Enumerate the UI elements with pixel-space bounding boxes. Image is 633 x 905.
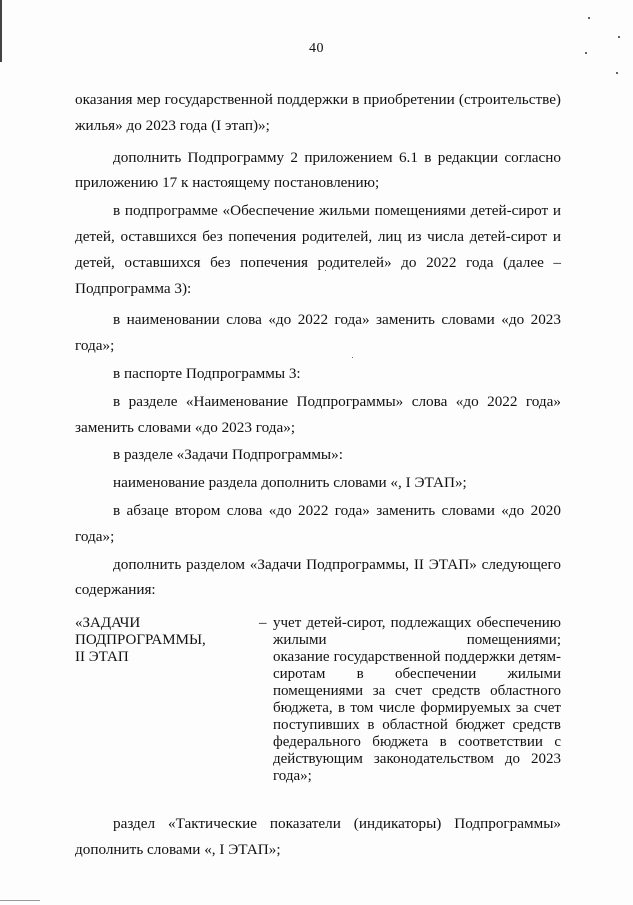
document-body [75,87,561,863]
tasks-item: оказание государственной поддержки детям-сиротам в обеспечении жилыми помещениями за счет средств областного бюджета, в том числе формируемых за счет поступивших в областной бюджет средств федерального бюджета в соответствии с действующим законодательством до 2023 года»; [273,649,561,785]
tasks-label-line: II ЭТАП [75,649,129,666]
paragraph: в разделе «Наименование Подпрограммы» слова «до 2022 года» заменить словами «до 2023 года»; [75,392,561,436]
tasks-item: учет детей-сирот, подлежащих обеспечению жилыми помещениями; [273,615,561,649]
paragraph: в абзаце втором слова «до 2022 года» заменить словами «до 2020 года»; [75,501,561,545]
paragraph: в наименовании слова «до 2022 года» заменить словами «до 2023 года»; [75,311,561,355]
page-number: 40 [309,41,324,56]
scan-speck [588,17,590,19]
paragraph: наименование раздела дополнить словами «, I ЭТАП»; [113,474,467,492]
tasks-table-dash: – [259,615,267,632]
scan-speck [616,72,618,74]
scan-speck [618,36,620,38]
tasks-label-line: «ЗАДАЧИ [75,615,141,632]
paragraph: в паспорте Подпрограммы 3: [113,364,301,382]
tasks-label-line: ПОДПРОГРАММЫ, [75,632,206,649]
paragraph: раздел «Тактические показатели (индикаторы) Подпрограммы» дополнить словами «, I ЭТАП»; [75,815,561,858]
scan-bottom-mark [0,900,40,901]
paragraph: дополнить Подпрограмму 2 приложением 6.1 в редакции согласно приложению 17 к настоящему постановлению; [75,148,561,192]
paragraph: в разделе «Задачи Подпрограммы»: [113,446,343,464]
tasks-table [75,615,561,785]
tasks-table-label [75,615,259,785]
paragraph-continuation: оказания мер государственной поддержки в приобретении (строительстве) жилья» до 2023 года (I этап)»; [75,91,561,134]
paragraph: дополнить разделом «Задачи Подпрограммы, II ЭТАП» следующего содержания: [75,555,561,599]
paragraph: в подпрограмме «Обеспечение жильми помещениями детей-сирот и детей, оставшихся без попечения родителей, лиц из числа детей-сирот и детей, оставшихся без попечения родителей» до 2022 года (далее – Подпрограмма 3): [75,202,561,297]
tasks-table-content [273,615,561,785]
